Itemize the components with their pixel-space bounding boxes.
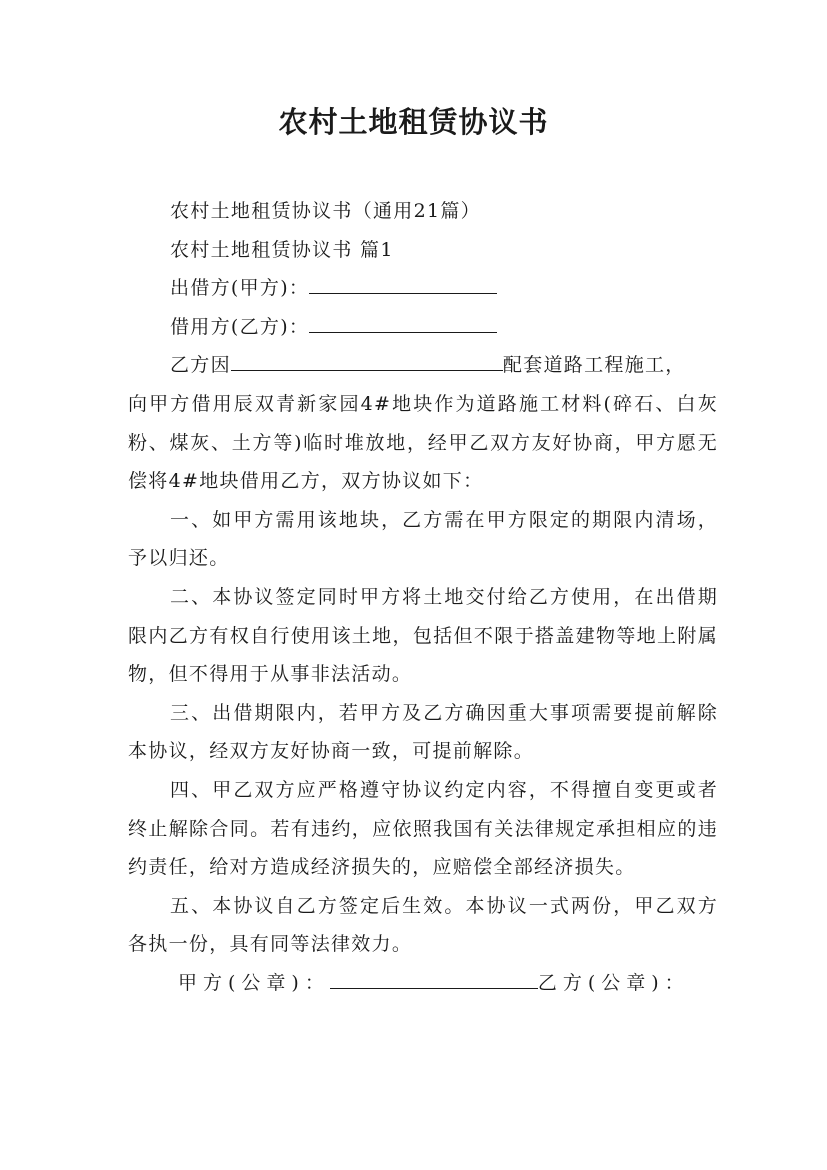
clause-3: 三、出借期限内，若甲方及乙方确因重大事项需要提前解除本协议，经双方友好协商一致，可提前解除。 xyxy=(128,701,718,763)
intro-suffix: 配套道路工程施工， xyxy=(502,354,686,377)
clause-2: 二、本协议签定同时甲方将土地交付给乙方使用，在出借期限内乙方有权自行使用该土地，包括但不限于搭盖建物等地上附属物，但不得用于从事非法活动。 xyxy=(128,585,718,686)
party-a-seal-blank xyxy=(330,966,538,989)
party-a-seal-label: 甲方(公章)： xyxy=(178,971,330,994)
document-title: 农村土地租赁协议书 xyxy=(278,105,549,139)
borrower-blank xyxy=(309,310,497,333)
clause-1: 一、如甲方需用该地块，乙方需在甲方限定的期限内清场，予以归还。 xyxy=(128,508,718,570)
clause-5: 五、本协议自乙方签定后生效。本协议一式两份，甲乙双方各执一份，具有同等法律效力。 xyxy=(128,894,718,956)
lender-label: 出借方(甲方)： xyxy=(170,277,310,300)
signature-row xyxy=(128,964,718,1003)
borrower-label: 借用方(乙方)： xyxy=(170,315,310,338)
borrower-line xyxy=(128,308,718,347)
intro-paragraph: 向甲方借用辰双青新家园4#地块作为道路施工材料(碎石、白灰粉、煤灰、土方等)临时堆放地，经甲乙双方友好协商，甲方愿无偿将4#地块借用乙方，双方协议如下： xyxy=(128,392,718,493)
party-b-seal-label: 乙方(公章)： xyxy=(537,971,690,994)
lender-line xyxy=(128,269,718,308)
intro-prefix: 乙方因 xyxy=(170,354,231,377)
lender-blank xyxy=(309,271,497,294)
clause-4: 四、甲乙双方应严格遵守协议约定内容，不得擅自变更或者终止解除合同。若有违约，应依照我国有关法律规定承担相应的违约责任，给对方造成经济损失的，应赔偿全部经济损失。 xyxy=(128,778,718,879)
project-blank xyxy=(231,348,503,371)
intro-line xyxy=(128,346,718,385)
document-subtitle: 农村土地租赁协议书（通用21篇） xyxy=(170,200,481,222)
document-body xyxy=(128,192,718,1002)
section-heading: 农村土地租赁协议书 篇1 xyxy=(170,238,394,261)
